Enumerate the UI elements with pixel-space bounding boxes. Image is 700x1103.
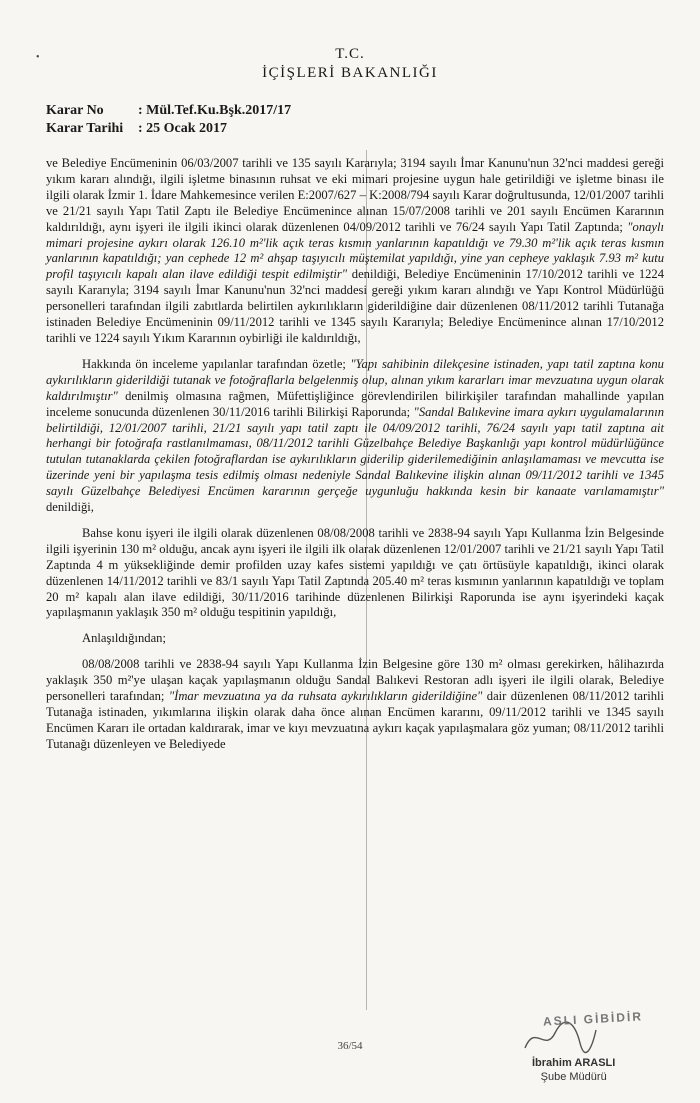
document-header bbox=[0, 46, 700, 82]
paragraph-1-quote: "onaylı mimari projesine aykırı olarak 126.10 m²'lik açık teras kısmın yanlarının kapatıldığı ve 79.30 m²'lik açık teras kısmın yanlarının kapatıldığı; yan cephede 12 m² ahşap taşıyıcılı müştemilat yapıldığı, yine yan cepheye yaklaşık 7.93 m² kutu profil taşıyıcılı kapalı alan ilave edildiği tespit edilmiştir" bbox=[46, 219, 665, 282]
signer-name: İbrahim ARASLI bbox=[532, 1057, 616, 1069]
certified-copy-stamp: ASLI GİBİDİR bbox=[542, 1009, 644, 1029]
karar-no-label: Karar No bbox=[46, 103, 104, 118]
paragraph-1-rest: denildiği, Belediye Encümeninin 17/10/2012 tarihli ve 1224 sayılı Kararıyla; 3194 sayılı İmar Kanunu'nun 32'nci maddesi gereği yıkım kararı alındığı ve Yapı Kontrol Müdürlüğü personelleri tarafından ilgili zabıtlarda belirtilen aykırılıkların giderildiğine dair düzenlenen 08/11/2012 tarihli Tutanağa istinaden Belediye Encümeninin 09/11/2012 tarihli ve 1345 sayılı Kararıyla; Belediye Encümenince alınan 17/10/2012 tarihli ve 1224 sayılı Yıkım Kararının oybirliği ile kaldırıldığı, bbox=[46, 267, 665, 345]
scan-speck: • bbox=[36, 52, 40, 63]
paragraph-5-rest: dair düzenlenen 08/11/2012 tarihli Tutanağa istinaden, yıkımlarına ilişkin olarak daha önce alınan Encümen kararını, 09/11/2012 tarihli ve 1345 sayılı Encümen Kararı ile ortadan kaldırarak, imar ve kıyı mevzuatına aykırı kaçak yapılaşmalara göz yuman; 08/11/2012 tarihli Tutanağı düzenleyen ve Belediyede bbox=[46, 689, 664, 751]
paragraph-2-quote-2: "Sandal Balıkevine imara aykırı uygulamalarının belirtildiği, 12/01/2007 tarihli, 21/21 sayılı yapı tatil zaptı ile 04/09/2012 tarihli, 76/24 sayılı yapı tatil zaptına ait herhangi bir fotoğrafa rastlanılmaması, 08/11/2012 tarihli Güzelbahçe Belediye Başkanlığı yapı kontrol müdürlüğünce tutulan tutanaklarda çekilen fotoğraflardan ise aykırılıkların giderilip giderilemediğinin anlaşılamaması ve mevcutta ise üzerinde yeni bir yapılaşma tesis edilmiş olması nedeniyle Sandal Balıkevine ilişkin alınan 09/11/2012 tarihli ve 1345 sayılı Güzelbahçe Belediyesi Encümen kararının gerçeğe uygunluğu hakkında kesin bir kanaate varılamamıştır" bbox=[46, 404, 664, 499]
paragraph-5 bbox=[46, 657, 664, 752]
signer-title: Şube Müdürü bbox=[540, 1071, 607, 1083]
paragraph-2-end: denildiği, bbox=[46, 500, 94, 515]
header-tc: T.C. bbox=[335, 46, 365, 62]
paragraph-2-quote-1: "Yapı sahibinin dilekçesine istinaden, yapı tatil zaptına konu aykırılıkların giderildiği tutanak ve fotoğraflarla belgelenmiş olup, alınan yıkım kararları imar mevzuatına uygun olarak kaldırılmıştır" bbox=[46, 356, 664, 403]
karar-tarihi-row bbox=[46, 120, 291, 138]
signature-block bbox=[532, 1056, 615, 1084]
karar-tarihi-label: Karar Tarihi bbox=[46, 121, 124, 136]
paragraph-4: Anlaşıldığından; bbox=[82, 631, 166, 646]
paragraph-2-middle: denilmiş olmasına rağmen, Müfettişliğince görevlendirilen bilirkişiler tarafından mahallinde yapılan inceleme sonucunda düzenlenen 30/11/2016 tarihli Bilirkişi Raporunda; bbox=[46, 388, 664, 419]
paragraph-5-quote: "İmar mevzuatına ya da ruhsata aykırılıkların giderildiğine" bbox=[168, 689, 483, 704]
paragraph-1-text: ve Belediye Encümeninin 06/03/2007 tarihli ve 135 sayılı Kararıyla; 3194 sayılı İmar Kanunu'nun 32'nci maddesi gereği yıkım kararı alındığı, ilgili işletme binasının ruhsat ve eki mimari projesine uygun hale getirildiği ve işletme binası ile ilgili olarak İzmir 1. İdare Mahkemesince verilen E:2007/627 – K:2008/794 sayılı Karar doğrultusunda, 12/01/2007 tarihli ve 21/21 sayılı Yapı Tatil Zaptı ile Belediye Encümenince alınan 15/07/2008 tarihli ve 201 sayılı Encümen Kararının kaldırıldığı, aynı işyeri ile ilgili ikinci olarak düzenlenen 04/09/2012 tarihli ve 76/24 sayılı Yapı Tatil Zaptında; bbox=[46, 156, 664, 234]
header-ministry: İÇİŞLERİ BAKANLIĞI bbox=[262, 65, 438, 81]
paragraph-1 bbox=[46, 156, 664, 347]
document-body bbox=[46, 156, 664, 763]
paragraph-5-intro: 08/08/2008 tarihli ve 2838-94 sayılı Yapı Kullanma İzin Belgesine göre 130 m² olması gerekirken, hâlihazırda yaklaşık 350 m²'ye ulaşan kaçak yapılaşmanın olduğu Sandal Balıkevi Restoran adlı işyeri ile ilgili olarak, Belediye personelleri tarafından; bbox=[46, 657, 664, 704]
page-number: 36/54 bbox=[337, 1040, 363, 1052]
paragraph-3: Bahse konu işyeri ile ilgili olarak düzenlenen 08/08/2008 tarihli ve 2838-94 sayılı Yapı Kullanma İzin Belgesinde ilgili işyerinin 130 m² olduğu, ancak aynı işyeri ile ilgili ilk olarak düzenlenen 12/01/2007 tarihli ve 21/21 sayılı Yapı Tatil Zaptında 4 m yüksekliğinde demir profilden uzay kafes sistemi yapıldığı ve çatı örtüsüyle kapatıldığı, ikinci olarak düzenlenen 14/11/2012 tarihli ve 83/1 sayılı Yapı Tatil Zaptında 205.40 m² teras kısmının yanlarının kapatıldığı ve toplam 20 m² kapalı alan ilave edildiği, 30/11/2016 tarihinde düzenlenen Bilirkişi Raporunda ise aynı işyerindeki kaçak yapılaşmanın yaklaşık 350 m² olduğu tespitinin yapıldığı, bbox=[46, 525, 664, 620]
decision-meta bbox=[46, 102, 291, 138]
karar-tarihi-value: : 25 Ocak 2017 bbox=[138, 121, 228, 136]
karar-no-row bbox=[46, 102, 291, 120]
karar-no-value: : Mül.Tef.Ku.Bşk.2017/17 bbox=[138, 103, 292, 118]
paragraph-2-intro: Hakkında ön inceleme yapılanlar tarafından özetle; bbox=[82, 356, 346, 371]
paragraph-2 bbox=[46, 357, 664, 516]
